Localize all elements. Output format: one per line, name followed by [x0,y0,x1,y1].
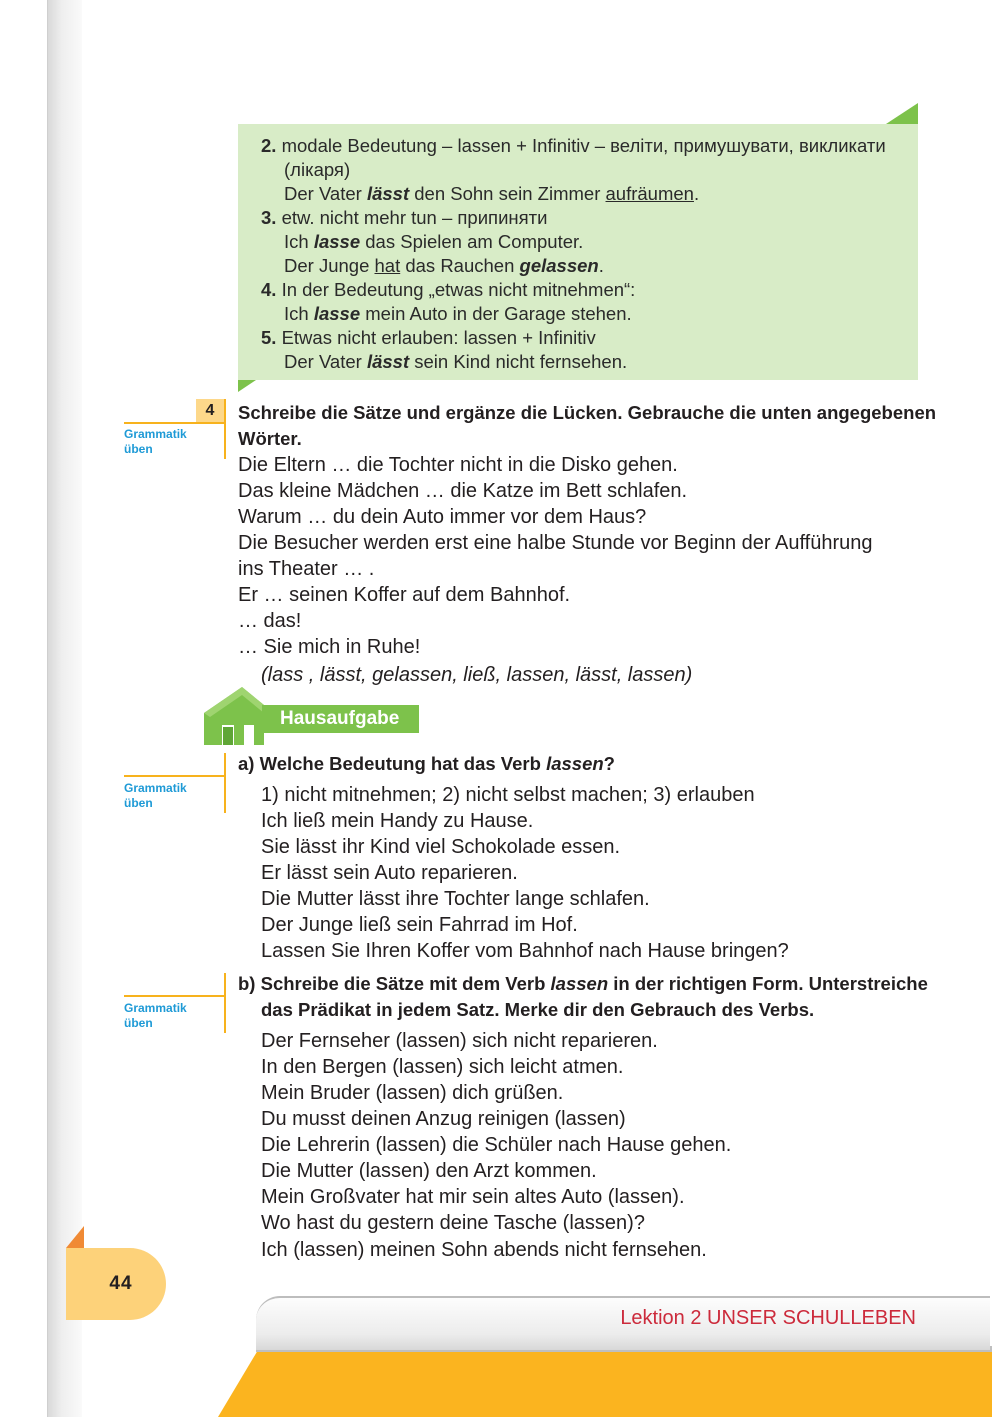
exercise-sentence: ins Theater … . [238,558,375,580]
homework-a-line: Der Junge ließ sein Fahrrad im Hof. [261,914,578,936]
homework-a-line: 1) nicht mitnehmen; 2) nicht selbst machen; 3) erlauben [261,784,755,806]
exercise-sentence: Warum … du dein Auto immer vor dem Haus? [238,506,647,528]
margin-rule-vertical [224,399,226,459]
exercise-sentence: Er … seinen Koffer auf dem Bahnhof. [238,584,571,606]
homework-a-instruction: a) Welche Bedeutung hat das Verb lassen? [238,753,615,774]
rule-4: 4. In der Bedeutung „etwas nicht mitnehmen“: [261,279,636,300]
margin-rule-vertical [224,973,226,1033]
page-edge-line [47,0,48,1417]
footer-band [218,1350,992,1417]
homework-b-line: Der Fernseher (lassen) sich nicht reparieren. [261,1030,658,1052]
grammar-practice-label: Grammatik üben [124,781,187,810]
exercise-sentence: Das kleine Mädchen … die Katze im Bett schlafen. [238,480,688,502]
homework-a-line: Er lässt sein Auto reparieren. [261,862,518,884]
margin-rule [124,775,226,777]
rule-3-example-1: Ich lasse das Spielen am Computer. [284,231,584,252]
book-spine-shadow [48,0,82,1417]
homework-a-line: Ich ließ mein Handy zu Hause. [261,810,534,832]
exercise-sentence: … das! [238,610,302,632]
homework-a-line: Lassen Sie Ihren Koffer vom Bahnhof nach Hause bringen? [261,940,789,962]
green-box-corner-top [886,103,918,124]
homework-b-instruction: b) Schreibe die Sätze mit dem Verb lassen in der richtigen Form. Unterstreiche [238,973,928,994]
exercise-instruction-cont: Wörter. [238,428,302,449]
lesson-title: Lektion 2 UNSER SCHULLEBEN [620,1307,916,1329]
margin-rule [124,995,226,997]
exercise-instruction: Schreibe die Sätze und ergänze die Lücken. Gebrauche die unten angegebenen [238,402,937,423]
homework-b-line: Die Mutter (lassen) den Arzt kommen. [261,1160,597,1182]
rule-2-example: Der Vater lässt den Sohn sein Zimmer aufräumen. [284,183,700,204]
homework-b-instruction-cont: das Prädikat in jedem Satz. Merke dir den Gebrauch des Verbs. [261,999,815,1020]
rule-4-example: Ich lasse mein Auto in der Garage stehen. [284,303,632,324]
green-box-corner-bottom [238,380,256,392]
homework-a-line: Die Mutter lässt ihre Tochter lange schlafen. [261,888,650,910]
page-number-corner [66,1226,84,1248]
homework-a-line: Sie lässt ihr Kind viel Schokolade essen. [261,836,621,858]
homework-b-line: Mein Großvater hat mir sein altes Auto (lassen). [261,1186,685,1208]
rule-2-cont: (лікаря) [284,159,351,180]
margin-rule [124,422,226,424]
homework-b-line: Du musst deinen Anzug reinigen (lassen) [261,1108,626,1130]
exercise-sentence: … Sie mich in Ruhe! [238,636,421,658]
homework-b-line: Wo hast du gestern deine Tasche (lassen)? [261,1212,645,1234]
exercise-sentence: Die Eltern … die Tochter nicht in die Disko gehen. [238,454,678,476]
rule-5: 5. Etwas nicht erlauben: lassen + Infinitiv [261,327,596,348]
page-number: 44 [109,1273,133,1294]
homework-b-line: Die Lehrerin (lassen) die Schüler nach Hause gehen. [261,1134,732,1156]
homework-b-line: Ich (lassen) meinen Sohn abends nicht fernsehen. [261,1239,707,1261]
homework-title: Hausaufgabe [262,705,419,733]
rule-3: 3. etw. nicht mehr tun – припиняти [261,207,548,228]
grammar-practice-label: Grammatik üben [124,1001,187,1030]
footer-band-cut [218,1350,258,1417]
homework-b-line: In den Bergen (lassen) sich leicht atmen. [261,1056,624,1078]
homework-b-line: Mein Bruder (lassen) dich grüßen. [261,1082,564,1104]
rule-3-example-2: Der Junge hat das Rauchen gelassen. [284,255,604,276]
exercise-sentence: Die Besucher werden erst eine halbe Stunde vor Beginn der Aufführung [238,532,873,554]
rule-5-example: Der Vater lässt sein Kind nicht fernsehen. [284,351,628,372]
house-icon [204,687,264,745]
page-margin [0,0,48,1417]
word-bank: (lass , lässt, gelassen, ließ, lassen, lässt, lassen) [261,664,693,686]
rule-2: 2. modale Bedeutung – lassen + Infinitiv – веліти, примушувати, викликати [261,135,886,156]
grammar-practice-label: Grammatik üben [124,427,187,456]
margin-rule-vertical [224,753,226,813]
exercise-number: 4 [196,399,224,423]
